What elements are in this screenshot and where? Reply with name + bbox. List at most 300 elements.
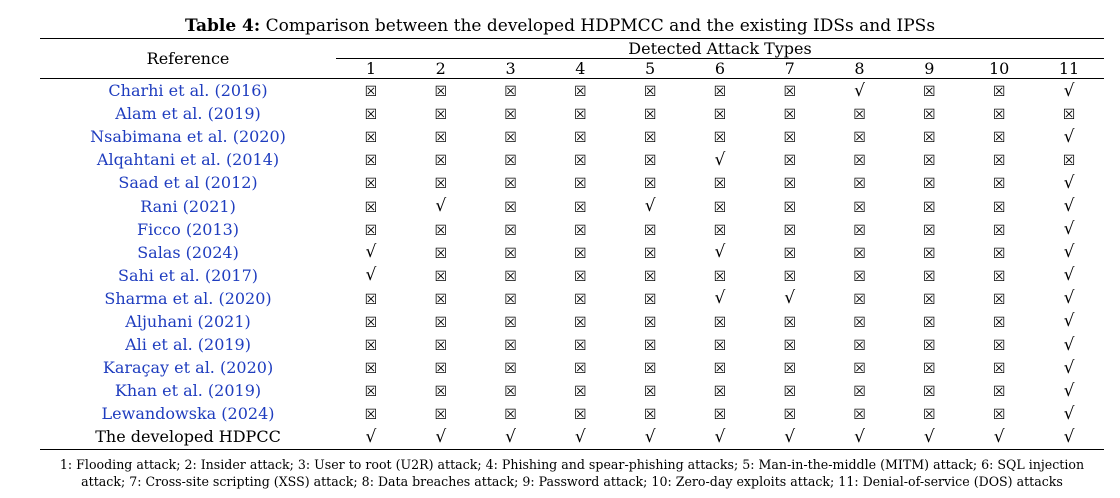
- crossed-box-icon: [894, 402, 964, 425]
- reference-cell: Ali et al. (2019): [125, 335, 251, 355]
- crossed-box-icon: ☒: [713, 107, 727, 124]
- crossed-box-icon: [545, 287, 615, 310]
- check-mark-icon: [1034, 425, 1104, 449]
- crossed-box-icon: [964, 241, 1034, 264]
- crossed-box-icon: ☒: [643, 361, 657, 378]
- crossed-box-icon: [545, 125, 615, 148]
- crossed-box-icon: ☒: [574, 176, 587, 193]
- crossed-box-icon: ☒: [853, 384, 866, 401]
- column-header-8: 8: [825, 59, 895, 79]
- crossed-box-icon: [476, 333, 546, 356]
- crossed-box-icon: ☒: [923, 245, 936, 262]
- crossed-box-icon: [476, 287, 546, 310]
- table-row: [40, 102, 1104, 125]
- column-header-9: 9: [894, 59, 964, 79]
- crossed-box-icon: ☒: [1062, 107, 1076, 124]
- crossed-box-icon: [964, 102, 1034, 125]
- check-mark-icon: [615, 425, 685, 449]
- crossed-box-icon: [406, 79, 476, 103]
- crossed-box-icon: ☒: [364, 291, 378, 308]
- table-number: Table 4:: [184, 16, 261, 36]
- crossed-box-icon: ☒: [853, 222, 866, 239]
- crossed-box-icon: [406, 264, 476, 287]
- crossed-box-icon: [755, 194, 825, 217]
- crossed-box-icon: [336, 333, 406, 356]
- crossed-box-icon: [545, 148, 615, 171]
- check-mark-icon: [336, 425, 406, 449]
- crossed-box-icon: ☒: [783, 407, 796, 424]
- crossed-box-icon: ☒: [643, 384, 657, 401]
- crossed-box-icon: [755, 264, 825, 287]
- crossed-box-icon: [476, 125, 546, 148]
- check-mark-icon: [1034, 287, 1104, 310]
- crossed-box-icon: [1034, 102, 1104, 125]
- crossed-box-icon: ☒: [923, 84, 936, 101]
- crossed-box-icon: [545, 241, 615, 264]
- crossed-box-icon: ☒: [923, 384, 936, 401]
- crossed-box-icon: ☒: [364, 407, 378, 424]
- crossed-box-icon: ☒: [434, 268, 448, 285]
- crossed-box-icon: [336, 102, 406, 125]
- check-mark-icon: √: [1063, 426, 1075, 447]
- crossed-box-icon: ☒: [783, 222, 796, 239]
- check-mark-icon: √: [435, 426, 447, 447]
- crossed-box-icon: [964, 125, 1034, 148]
- crossed-box-icon: [615, 171, 685, 194]
- crossed-box-icon: ☒: [504, 268, 517, 285]
- crossed-box-icon: ☒: [574, 268, 587, 285]
- crossed-box-icon: ☒: [504, 245, 517, 262]
- check-mark-icon: [476, 425, 546, 449]
- check-mark-icon: [1034, 264, 1104, 287]
- check-mark-icon: [545, 425, 615, 449]
- check-mark-icon: √: [1063, 403, 1075, 424]
- crossed-box-icon: ☒: [783, 84, 796, 101]
- crossed-box-icon: ☒: [853, 176, 866, 193]
- crossed-box-icon: ☒: [504, 176, 517, 193]
- crossed-box-icon: [545, 379, 615, 402]
- table-row: [40, 356, 1104, 379]
- crossed-box-icon: [336, 379, 406, 402]
- check-mark-icon: √: [714, 242, 726, 263]
- column-header-2: 2: [406, 59, 476, 79]
- reference-cell: Saad et al (2012): [118, 173, 258, 193]
- crossed-box-icon: [336, 194, 406, 217]
- crossed-box-icon: ☒: [783, 199, 796, 216]
- crossed-box-icon: ☒: [504, 222, 517, 239]
- reference-cell: Sharma et al. (2020): [104, 288, 272, 308]
- footnote-line-1: 1: Flooding attack; 2: Insider attack; 3: User to root (U2R) attack; 4: Phishing and spear-phishing attacks; 5: Man-in-the-middle (MITM) attack; 6: SQL injection: [59, 457, 1085, 472]
- table-row: [40, 333, 1104, 356]
- crossed-box-icon: [406, 310, 476, 333]
- crossed-box-icon: [964, 356, 1034, 379]
- crossed-box-icon: [964, 194, 1034, 217]
- crossed-box-icon: [336, 402, 406, 425]
- crossed-box-icon: [685, 379, 755, 402]
- crossed-box-icon: [476, 264, 546, 287]
- crossed-box-icon: [755, 171, 825, 194]
- crossed-box-icon: ☒: [992, 314, 1006, 331]
- crossed-box-icon: ☒: [923, 407, 936, 424]
- crossed-box-icon: ☒: [574, 361, 587, 378]
- crossed-box-icon: [685, 102, 755, 125]
- crossed-box-icon: [825, 356, 895, 379]
- crossed-box-icon: ☒: [574, 291, 587, 308]
- check-mark-icon: [1034, 402, 1104, 425]
- crossed-box-icon: ☒: [923, 176, 936, 193]
- check-mark-icon: [825, 425, 895, 449]
- check-mark-icon: √: [714, 426, 726, 447]
- crossed-box-icon: [476, 79, 546, 103]
- crossed-box-icon: [615, 125, 685, 148]
- crossed-box-icon: [476, 402, 546, 425]
- check-mark-icon: [406, 425, 476, 449]
- crossed-box-icon: [825, 310, 895, 333]
- crossed-box-icon: ☒: [504, 384, 517, 401]
- crossed-box-icon: ☒: [853, 245, 866, 262]
- check-mark-icon: [1034, 333, 1104, 356]
- crossed-box-icon: ☒: [643, 314, 657, 331]
- crossed-box-icon: ☒: [643, 153, 657, 170]
- crossed-box-icon: ☒: [783, 384, 796, 401]
- crossed-box-icon: ☒: [504, 291, 517, 308]
- crossed-box-icon: [336, 79, 406, 103]
- crossed-box-icon: ☒: [923, 130, 936, 147]
- footnote-line-2: attack; 7: Cross-site scripting (XSS) attack; 8: Data breaches attack; 9: Password attack; 10: Zero-day exploits attack; 11: Denial-of-service (DOS) attacks: [81, 474, 1063, 489]
- crossed-box-icon: [825, 171, 895, 194]
- crossed-box-icon: [685, 194, 755, 217]
- crossed-box-icon: [406, 148, 476, 171]
- crossed-box-icon: ☒: [713, 314, 727, 331]
- crossed-box-icon: ☒: [853, 314, 866, 331]
- check-mark-icon: [1034, 241, 1104, 264]
- crossed-box-icon: [755, 333, 825, 356]
- crossed-box-icon: [545, 194, 615, 217]
- crossed-box-icon: ☒: [713, 384, 727, 401]
- crossed-box-icon: ☒: [992, 384, 1006, 401]
- crossed-box-icon: ☒: [783, 338, 796, 355]
- crossed-box-icon: ☒: [364, 84, 378, 101]
- crossed-box-icon: ☒: [992, 245, 1006, 262]
- crossed-box-icon: [825, 402, 895, 425]
- crossed-box-icon: ☒: [923, 153, 936, 170]
- crossed-box-icon: ☒: [504, 153, 517, 170]
- check-mark-icon: √: [923, 426, 935, 447]
- reference-cell: The developed HDPCC: [40, 425, 336, 449]
- crossed-box-icon: [825, 287, 895, 310]
- check-mark-icon: [1034, 194, 1104, 217]
- check-mark-icon: √: [574, 426, 586, 447]
- crossed-box-icon: ☒: [643, 84, 657, 101]
- crossed-box-icon: [476, 310, 546, 333]
- crossed-box-icon: ☒: [434, 222, 448, 239]
- table-body: [40, 79, 1104, 450]
- crossed-box-icon: ☒: [574, 384, 587, 401]
- crossed-box-icon: ☒: [434, 130, 448, 147]
- crossed-box-icon: ☒: [504, 407, 517, 424]
- reference-cell: Alam et al. (2019): [115, 104, 261, 124]
- check-mark-icon: [1034, 356, 1104, 379]
- crossed-box-icon: [406, 241, 476, 264]
- crossed-box-icon: [476, 218, 546, 241]
- table-row: [40, 218, 1104, 241]
- crossed-box-icon: [755, 79, 825, 103]
- reference-cell: Alqahtani et al. (2014): [96, 150, 280, 170]
- crossed-box-icon: ☒: [923, 199, 936, 216]
- crossed-box-icon: [894, 379, 964, 402]
- table-title: [0, 16, 1120, 36]
- crossed-box-icon: [685, 79, 755, 103]
- table-header: [40, 39, 1104, 79]
- check-mark-icon: √: [1063, 334, 1075, 355]
- check-mark-icon: [685, 287, 755, 310]
- crossed-box-icon: [825, 218, 895, 241]
- crossed-box-icon: ☒: [853, 130, 866, 147]
- table-row: [40, 287, 1104, 310]
- crossed-box-icon: [476, 102, 546, 125]
- crossed-box-icon: [964, 402, 1034, 425]
- check-mark-icon: √: [365, 265, 377, 286]
- crossed-box-icon: [1034, 148, 1104, 171]
- crossed-box-icon: [406, 356, 476, 379]
- crossed-box-icon: ☒: [574, 199, 587, 216]
- crossed-box-icon: [545, 264, 615, 287]
- crossed-box-icon: ☒: [364, 107, 378, 124]
- crossed-box-icon: ☒: [783, 130, 796, 147]
- crossed-box-icon: ☒: [923, 314, 936, 331]
- crossed-box-icon: ☒: [504, 361, 517, 378]
- crossed-box-icon: ☒: [643, 245, 657, 262]
- crossed-box-icon: ☒: [853, 291, 866, 308]
- crossed-box-icon: [894, 194, 964, 217]
- check-mark-icon: [1034, 310, 1104, 333]
- crossed-box-icon: [894, 102, 964, 125]
- crossed-box-icon: [545, 356, 615, 379]
- crossed-box-icon: [406, 218, 476, 241]
- crossed-box-icon: ☒: [713, 268, 727, 285]
- crossed-box-icon: ☒: [992, 222, 1006, 239]
- table-row: [40, 125, 1104, 148]
- crossed-box-icon: [755, 402, 825, 425]
- check-mark-icon: [894, 425, 964, 449]
- crossed-box-icon: [615, 102, 685, 125]
- column-header-11: 11: [1034, 59, 1104, 79]
- table-row: [40, 264, 1104, 287]
- crossed-box-icon: ☒: [923, 268, 936, 285]
- crossed-box-icon: [336, 356, 406, 379]
- crossed-box-icon: [894, 148, 964, 171]
- check-mark-icon: √: [1063, 380, 1075, 401]
- crossed-box-icon: [685, 125, 755, 148]
- check-mark-icon: √: [854, 426, 865, 447]
- crossed-box-icon: [336, 287, 406, 310]
- crossed-box-icon: [615, 218, 685, 241]
- crossed-box-icon: [615, 79, 685, 103]
- crossed-box-icon: ☒: [992, 199, 1006, 216]
- crossed-box-icon: [894, 333, 964, 356]
- check-mark-icon: √: [1063, 357, 1075, 378]
- table-row: [40, 171, 1104, 194]
- check-mark-icon: [1034, 125, 1104, 148]
- crossed-box-icon: [545, 218, 615, 241]
- crossed-box-icon: [615, 356, 685, 379]
- check-mark-icon: √: [714, 149, 726, 170]
- crossed-box-icon: [964, 310, 1034, 333]
- check-mark-icon: [1034, 218, 1104, 241]
- column-header-3: 3: [476, 59, 546, 79]
- crossed-box-icon: ☒: [643, 222, 657, 239]
- comparison-table: [40, 38, 1104, 450]
- check-mark-icon: [755, 425, 825, 449]
- crossed-box-icon: ☒: [853, 107, 866, 124]
- crossed-box-icon: [336, 125, 406, 148]
- crossed-box-icon: ☒: [713, 222, 727, 239]
- crossed-box-icon: [825, 241, 895, 264]
- reference-cell: Nsabimana et al. (2020): [90, 127, 286, 147]
- table-caption: Comparison between the developed HDPMCC and the existing IDSs and IPSs: [265, 16, 936, 36]
- check-mark-icon: [1034, 79, 1104, 103]
- check-mark-icon: √: [1063, 242, 1075, 263]
- crossed-box-icon: ☒: [574, 107, 587, 124]
- crossed-box-icon: [964, 379, 1034, 402]
- crossed-box-icon: ☒: [434, 384, 448, 401]
- crossed-box-icon: ☒: [853, 361, 866, 378]
- crossed-box-icon: ☒: [574, 130, 587, 147]
- reference-cell: Khan et al. (2019): [114, 381, 262, 401]
- crossed-box-icon: ☒: [923, 291, 936, 308]
- check-mark-icon: [615, 194, 685, 217]
- crossed-box-icon: ☒: [434, 153, 448, 170]
- crossed-box-icon: ☒: [364, 361, 378, 378]
- check-mark-icon: [1034, 379, 1104, 402]
- check-mark-icon: √: [1063, 219, 1075, 240]
- reference-cell: Rani (2021): [140, 196, 236, 216]
- crossed-box-icon: ☒: [643, 268, 657, 285]
- crossed-box-icon: ☒: [364, 314, 378, 331]
- crossed-box-icon: [615, 402, 685, 425]
- crossed-box-icon: [755, 356, 825, 379]
- crossed-box-icon: [825, 125, 895, 148]
- crossed-box-icon: [755, 218, 825, 241]
- crossed-box-icon: ☒: [364, 338, 378, 355]
- check-mark-icon: √: [1063, 311, 1075, 332]
- crossed-box-icon: [894, 171, 964, 194]
- crossed-box-icon: [545, 402, 615, 425]
- reference-cell: Karaçay et al. (2020): [102, 358, 274, 378]
- crossed-box-icon: ☒: [504, 84, 517, 101]
- crossed-box-icon: [615, 148, 685, 171]
- crossed-box-icon: ☒: [1062, 153, 1076, 170]
- crossed-box-icon: ☒: [713, 176, 727, 193]
- crossed-box-icon: [964, 171, 1034, 194]
- detected-attack-types-header: Detected Attack Types: [336, 39, 1104, 59]
- crossed-box-icon: ☒: [434, 407, 448, 424]
- crossed-box-icon: ☒: [434, 84, 448, 101]
- crossed-box-icon: [894, 356, 964, 379]
- check-mark-icon: [964, 425, 1034, 449]
- column-header-4: 4: [545, 59, 615, 79]
- crossed-box-icon: [476, 379, 546, 402]
- crossed-box-icon: [615, 287, 685, 310]
- crossed-box-icon: [406, 287, 476, 310]
- crossed-box-icon: [894, 287, 964, 310]
- crossed-box-icon: [964, 148, 1034, 171]
- column-header-10: 10: [964, 59, 1034, 79]
- crossed-box-icon: [685, 356, 755, 379]
- crossed-box-icon: [685, 402, 755, 425]
- check-mark-icon: √: [854, 80, 865, 101]
- crossed-box-icon: [406, 402, 476, 425]
- crossed-box-icon: ☒: [992, 407, 1006, 424]
- crossed-box-icon: [336, 171, 406, 194]
- reference-cell: Sahi et al. (2017): [118, 265, 259, 285]
- check-mark-icon: [336, 264, 406, 287]
- crossed-box-icon: ☒: [574, 338, 587, 355]
- crossed-box-icon: ☒: [923, 107, 936, 124]
- crossed-box-icon: [755, 148, 825, 171]
- crossed-box-icon: [825, 264, 895, 287]
- crossed-box-icon: ☒: [643, 291, 657, 308]
- crossed-box-icon: ☒: [434, 338, 448, 355]
- crossed-box-icon: [825, 102, 895, 125]
- check-mark-icon: √: [644, 196, 656, 217]
- crossed-box-icon: [894, 218, 964, 241]
- crossed-box-icon: ☒: [434, 107, 448, 124]
- check-mark-icon: √: [1063, 172, 1075, 193]
- crossed-box-icon: ☒: [783, 268, 796, 285]
- crossed-box-icon: [615, 264, 685, 287]
- crossed-box-icon: [825, 333, 895, 356]
- crossed-box-icon: ☒: [713, 199, 727, 216]
- check-mark-icon: [336, 241, 406, 264]
- crossed-box-icon: ☒: [992, 268, 1006, 285]
- crossed-box-icon: [894, 241, 964, 264]
- crossed-box-icon: [545, 79, 615, 103]
- crossed-box-icon: [964, 79, 1034, 103]
- crossed-box-icon: [894, 125, 964, 148]
- crossed-box-icon: [545, 171, 615, 194]
- crossed-box-icon: ☒: [574, 153, 587, 170]
- crossed-box-icon: ☒: [364, 222, 378, 239]
- check-mark-icon: [755, 287, 825, 310]
- crossed-box-icon: [476, 241, 546, 264]
- crossed-box-icon: [964, 218, 1034, 241]
- crossed-box-icon: ☒: [992, 338, 1006, 355]
- table-row: [40, 194, 1104, 217]
- crossed-box-icon: ☒: [504, 107, 517, 124]
- table-row: [40, 79, 1104, 103]
- crossed-box-icon: ☒: [783, 314, 796, 331]
- crossed-box-icon: ☒: [574, 245, 587, 262]
- crossed-box-icon: ☒: [504, 338, 517, 355]
- crossed-box-icon: ☒: [364, 384, 378, 401]
- check-mark-icon: [1034, 171, 1104, 194]
- crossed-box-icon: ☒: [643, 107, 657, 124]
- crossed-box-icon: [615, 310, 685, 333]
- crossed-box-icon: ☒: [923, 222, 936, 239]
- check-mark-icon: √: [1063, 265, 1075, 286]
- check-mark-icon: √: [435, 196, 447, 217]
- comparison-table-container: [40, 38, 1104, 450]
- crossed-box-icon: [825, 194, 895, 217]
- crossed-box-icon: [894, 264, 964, 287]
- crossed-box-icon: [755, 241, 825, 264]
- crossed-box-icon: ☒: [992, 291, 1006, 308]
- crossed-box-icon: ☒: [364, 199, 378, 216]
- crossed-box-icon: ☒: [853, 199, 866, 216]
- crossed-box-icon: [545, 333, 615, 356]
- crossed-box-icon: [685, 171, 755, 194]
